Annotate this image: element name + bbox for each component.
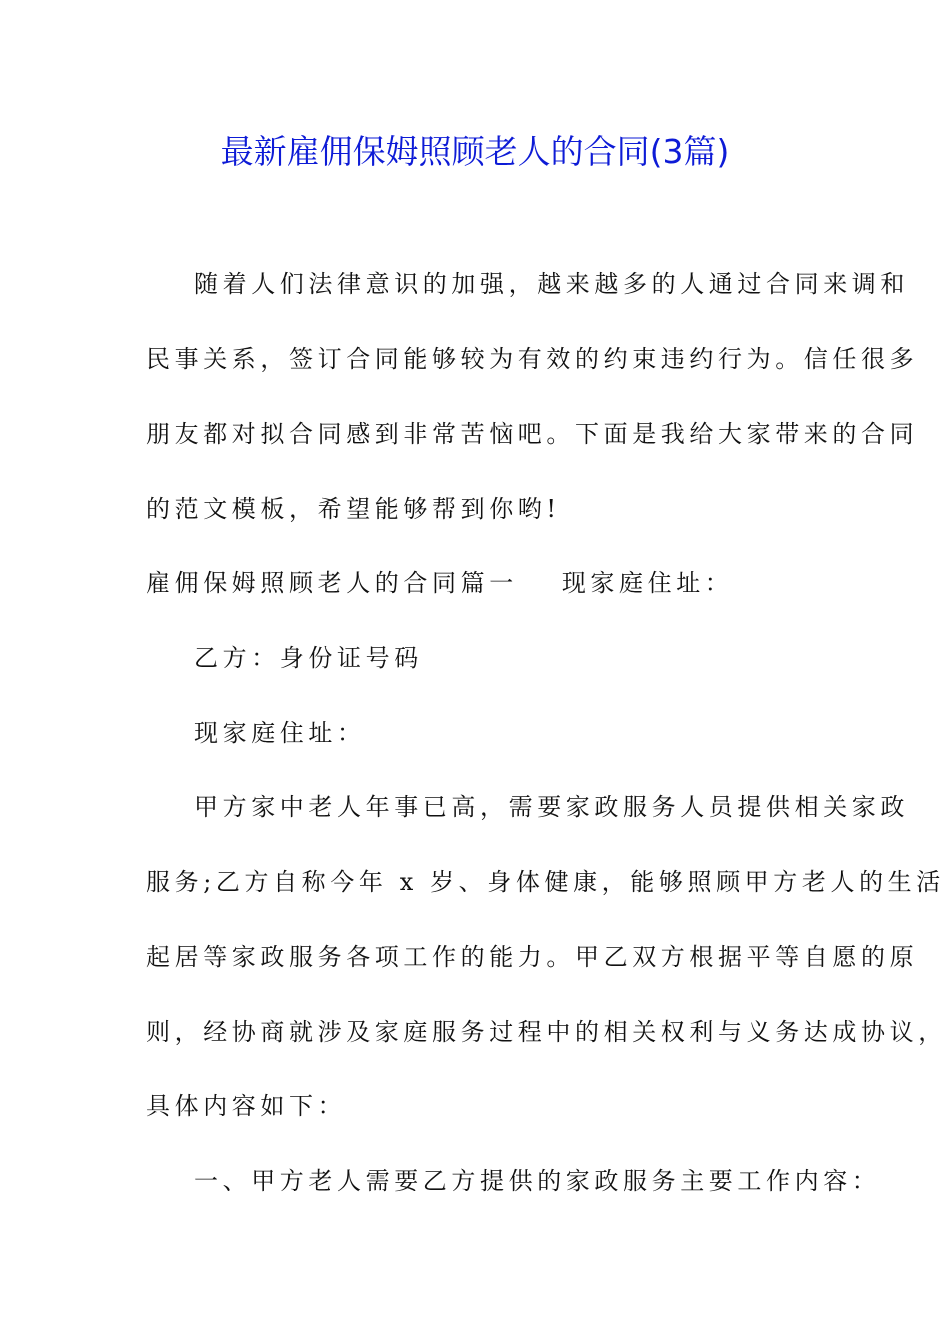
intro-line: 民事关系，签订合同能够较为有效的约束违约行为。信任很多 [146, 345, 919, 373]
section-heading-tail: 现家庭住址： [561, 569, 734, 597]
section-heading-row [146, 567, 733, 599]
body-line: 则，经协商就涉及家庭服务过程中的相关权利与义务达成协议， [146, 1018, 947, 1046]
address-line: 现家庭住址： [194, 719, 366, 747]
intro-line: 随着人们法律意识的加强，越来越多的人通过合同来调和 [194, 270, 909, 298]
intro-line: 的范文模板，希望能够帮到你哟! [146, 495, 561, 523]
body-line: 具体内容如下： [146, 1092, 347, 1120]
clause-line: 一、甲方老人需要乙方提供的家政服务主要工作内容： [194, 1167, 881, 1195]
section-heading: 雇佣保姆照顾老人的合同篇一 [146, 569, 518, 597]
body-line: 服务;乙方自称今年 x 岁、身体健康，能够照顾甲方老人的生活 [146, 868, 945, 896]
body-line: 起居等家政服务各项工作的能力。甲乙双方根据平等自愿的原 [146, 943, 919, 971]
body-line: 甲方家中老人年事已高，需要家政服务人员提供相关家政 [194, 793, 909, 821]
party-b-line: 乙方：身份证号码 [194, 644, 423, 672]
document-title: 最新雇佣保姆照顾老人的合同(3篇) [220, 132, 730, 171]
intro-line: 朋友都对拟合同感到非常苦恼吧。下面是我给大家带来的合同 [146, 420, 919, 448]
